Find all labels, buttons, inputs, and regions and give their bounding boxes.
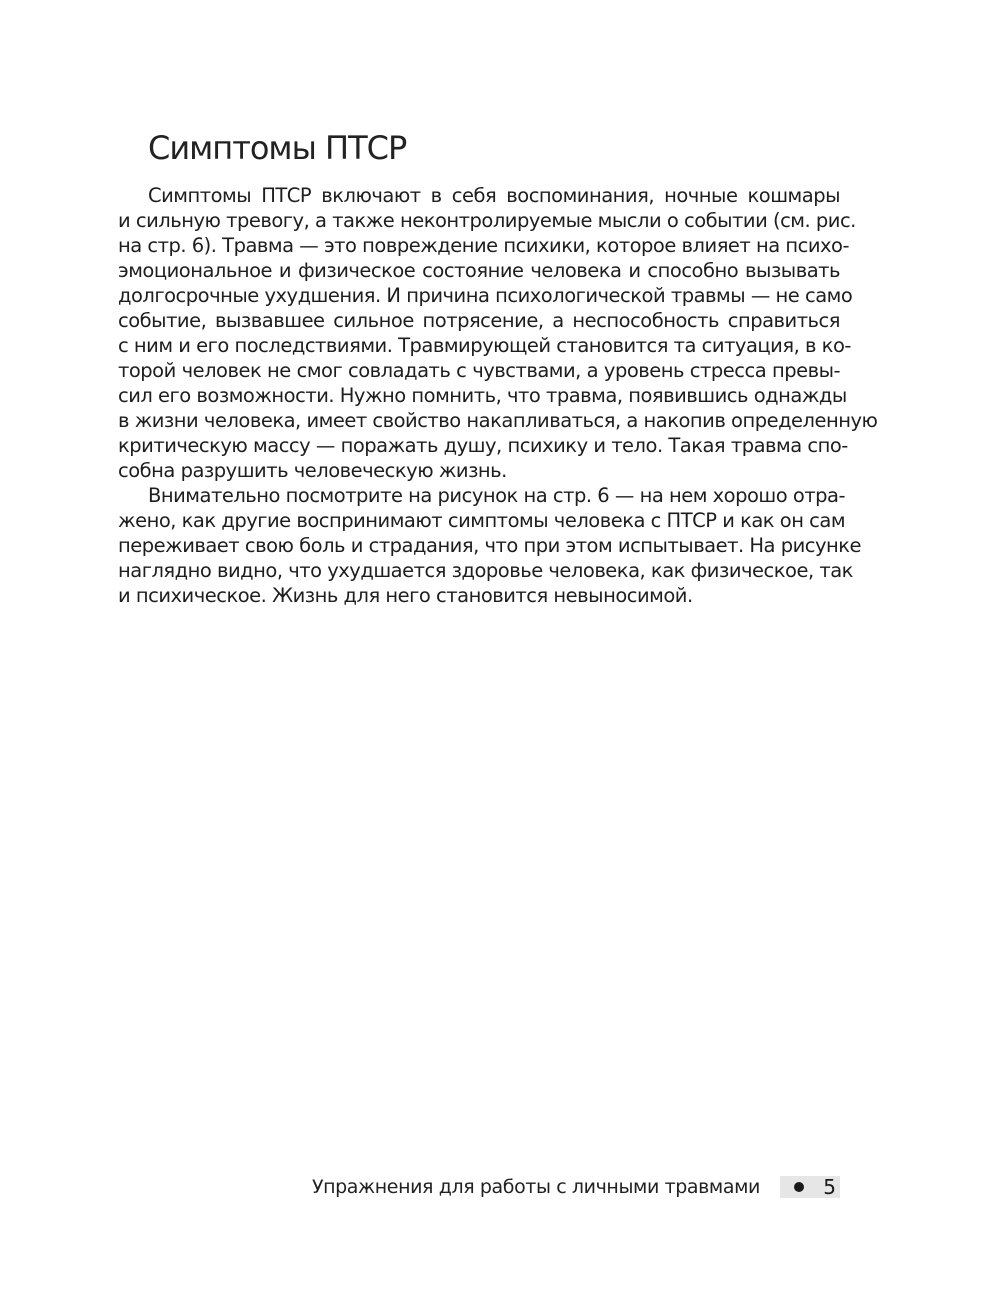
text-line: долгосрочные ухудшения. И причина психологической травмы — не само xyxy=(118,284,853,307)
text-line: сил его возможности. Нужно помнить, что травма, появившись однажды xyxy=(118,384,847,407)
body-text xyxy=(118,183,878,608)
running-title: Упражнения для работы с личными травмами xyxy=(311,1176,760,1198)
text-line: событие, вызвавшее сильное потрясение, а неспособность справиться xyxy=(118,309,840,332)
text-line: критическую массу — поражать душу, психику и тело. Такая травма спо- xyxy=(118,434,848,457)
bullet-icon xyxy=(794,1182,804,1192)
folio-box xyxy=(780,1176,840,1198)
text-line: с ним и его последствиями. Травмирующей становится та ситуация, в ко- xyxy=(118,334,851,357)
text-line: Внимательно посмотрите на рисунок на стр. 6 — на нем хорошо отра- xyxy=(148,484,846,507)
text-line: Симптомы ПТСР включают в себя воспоминания, ночные кошмары xyxy=(148,184,840,207)
text-line: эмоциональное и физическое состояние человека и способно вызывать xyxy=(118,259,840,282)
text-line: в жизни человека, имеет свойство накапливаться, а накопив определенную xyxy=(118,409,878,432)
text-line: наглядно видно, что ухудшается здоровье человека, как физическое, так xyxy=(118,559,853,582)
paragraph-2 xyxy=(118,483,862,608)
page-footer xyxy=(311,1173,840,1201)
text-line: торой человек не смог совладать с чувствами, а уровень стресса превы- xyxy=(118,359,840,382)
text-line: жено, как другие воспринимают симптомы человека с ПТСР и как он сам xyxy=(118,509,846,532)
text-line: на стр. 6). Травма — это повреждение психики, которое влияет на психо- xyxy=(118,234,850,257)
text-line: собна разрушить человеческую жизнь. xyxy=(118,459,507,482)
paragraph-1 xyxy=(118,183,878,483)
text-line: переживает свою боль и страдания, что при этом испытывает. На рисунке xyxy=(118,534,862,557)
page-number: 5 xyxy=(823,1175,836,1199)
section-heading: Симптомы ПТСР xyxy=(148,129,407,167)
text-line: и сильную тревогу, а также неконтролируемые мысли о событии (см. рис. xyxy=(118,209,856,232)
text-line: и психическое. Жизнь для него становится невыносимой. xyxy=(118,584,693,607)
